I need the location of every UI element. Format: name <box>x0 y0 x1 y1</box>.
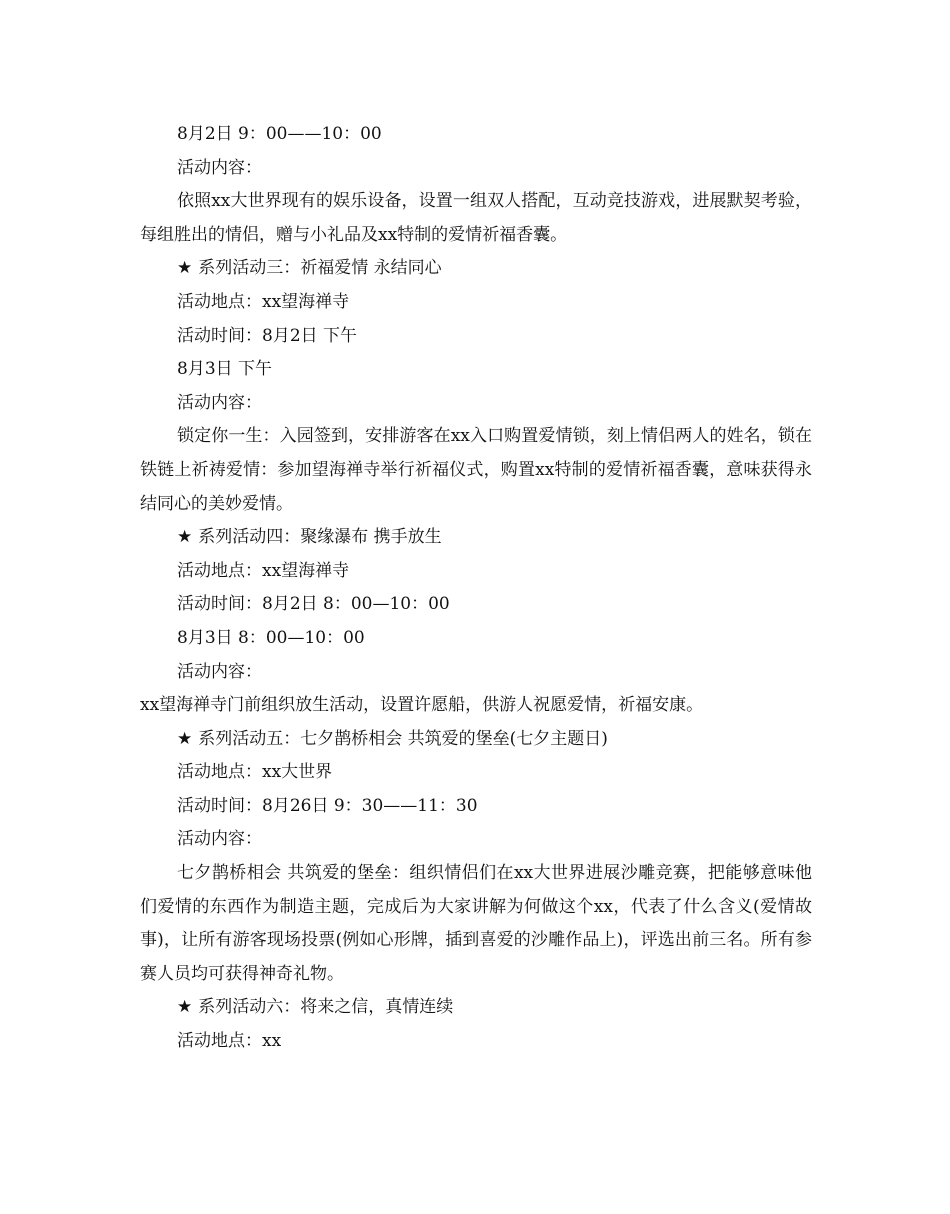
location-line: 活动地点：xx望海禅寺 <box>177 291 350 312</box>
section-title: 系列活动三：祈福爱情 永结同心 <box>198 258 442 279</box>
content-label: 活动内容： <box>177 829 262 850</box>
time-line: 活动时间：8月2日 下午 <box>177 325 358 346</box>
star-icon: ★ <box>177 258 193 279</box>
location-line: 活动地点：xx大世界 <box>177 762 333 783</box>
paragraph: xx望海禅寺门前组织放生活动，设置许愿船，供游人祝愿爱情，祈福安康。 <box>140 695 704 716</box>
star-icon: ★ <box>177 728 193 749</box>
section-title: 系列活动六：将来之信，真情连续 <box>198 997 454 1018</box>
section-heading <box>140 252 812 286</box>
time-line: 8月3日 8：00—10：00 <box>177 627 365 648</box>
section-title: 系列活动四：聚缘瀑布 携手放生 <box>198 527 442 548</box>
time-line: 活动时间：8月2日 8：00—10：00 <box>177 594 450 615</box>
star-icon: ★ <box>177 527 193 548</box>
time-line: 8月2日 9：00——10：00 <box>177 124 382 144</box>
section-heading <box>140 521 812 555</box>
content-label: 活动内容： <box>177 392 262 413</box>
paragraph: 七夕鹊桥相会 共筑爱的堡垒：组织情侣们在xx大世界进展沙雕竞赛，把能够意味他们爱情的东西作为制造主题，完成后为大家讲解为何做这个xx，代表了什么含义(爱情故事)，让所有游客现场投票(例如心形牌，插到喜爱的沙雕作品上)，评选出前三名。所有参赛人员均可获得神奇礼物。 <box>140 863 812 984</box>
section-heading <box>140 723 812 757</box>
location-line: 活动地点：xx望海禅寺 <box>177 560 350 581</box>
star-icon: ★ <box>177 997 193 1018</box>
section-heading <box>140 991 812 1025</box>
paragraph: 锁定你一生：入园签到，安排游客在xx入口购置爱情锁，刻上情侣两人的姓名，锁在铁链上祈祷爱情：参加望海禅寺举行祈福仪式，购置xx特制的爱情祈福香囊，意味获得永结同心的美妙爱情。 <box>140 426 812 514</box>
time-line: 活动时间：8月26日 9：30——11：30 <box>177 795 478 816</box>
content-label: 活动内容： <box>177 661 262 682</box>
location-line: 活动地点：xx <box>177 1031 282 1052</box>
content-label: 活动内容： <box>177 157 262 178</box>
time-line: 8月3日 下午 <box>177 359 273 380</box>
paragraph: 依照xx大世界现有的娱乐设备，设置一组双人搭配，互动竞技游戏，进展默契考验，每组胜出的情侣，赠与小礼品及xx特制的爱情祈福香囊。 <box>140 191 812 245</box>
document-body <box>140 118 812 1059</box>
section-title: 系列活动五：七夕鹊桥相会 共筑爱的堡垒(七夕主题日) <box>198 728 608 749</box>
